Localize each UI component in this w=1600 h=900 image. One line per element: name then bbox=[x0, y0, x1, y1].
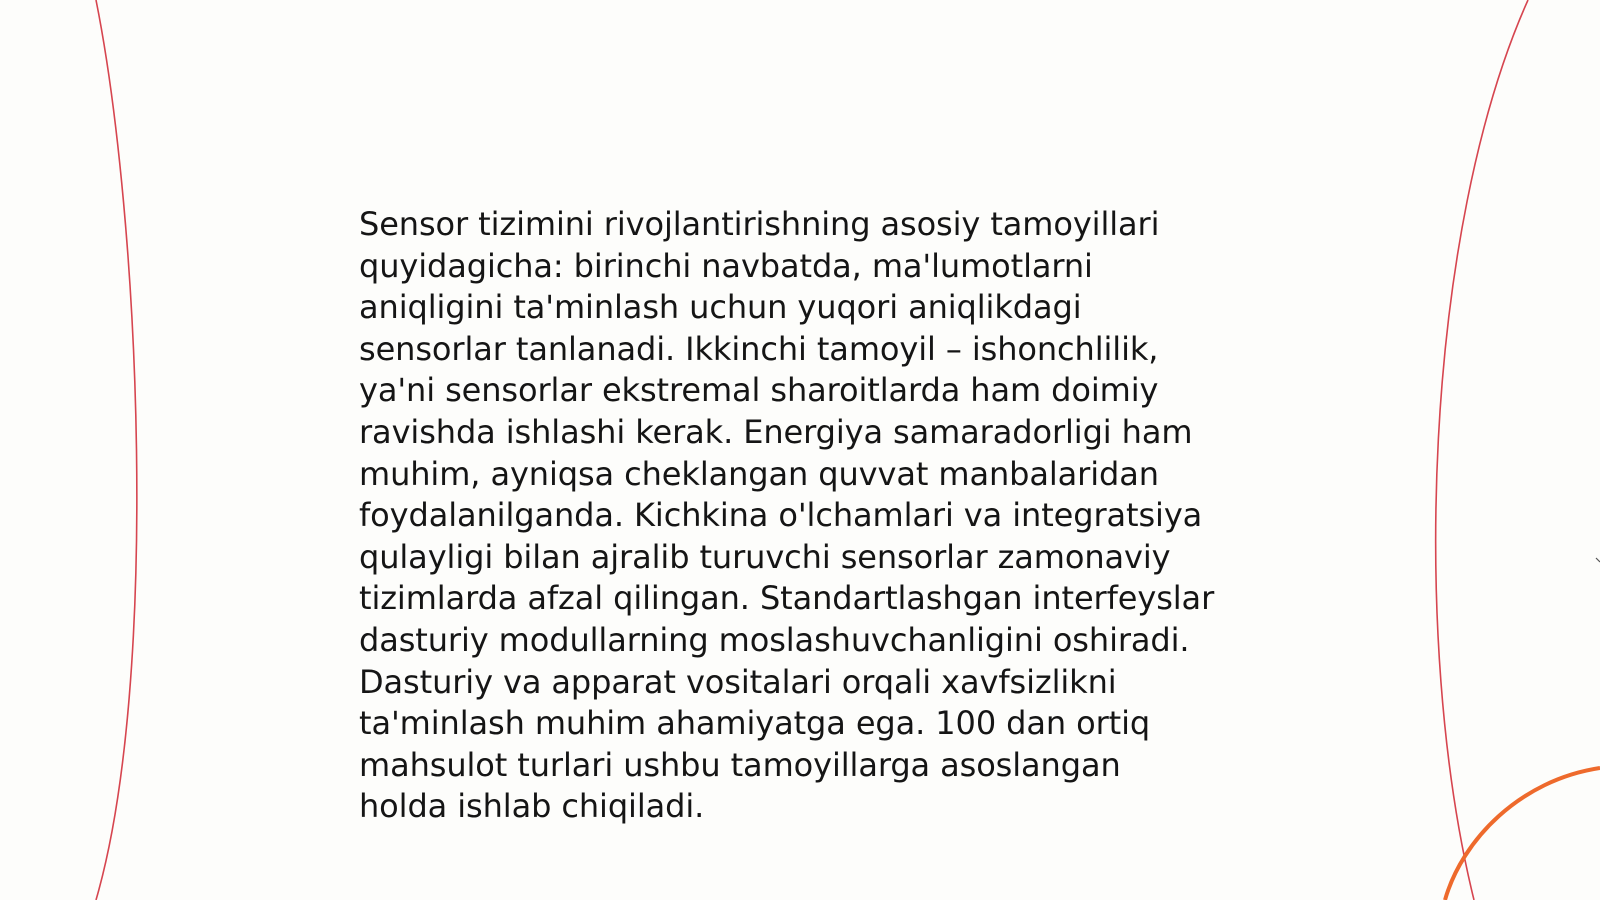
slide-body-paragraph bbox=[359, 204, 1239, 828]
paragraph-line: foydalanilganda. Kichkina o'lchamlari va integratsiya bbox=[359, 496, 1203, 535]
paragraph-line: ta'minlash muhim ahamiyatga ega. 100 dan ortiq bbox=[359, 704, 1151, 743]
left-curve-line bbox=[96, 0, 137, 900]
edge-tick-mark bbox=[1596, 558, 1600, 562]
paragraph-line: ya'ni sensorlar ekstremal sharoitlarda ham doimiy bbox=[359, 371, 1159, 410]
paragraph-line: qulayligi bilan ajralib turuvchi sensorlar zamonaviy bbox=[359, 537, 1171, 576]
paragraph-line: muhim, ayniqsa cheklangan quvvat manbalaridan bbox=[359, 454, 1159, 493]
right-curve-line bbox=[1436, 0, 1528, 900]
orange-accent-arc bbox=[1445, 768, 1600, 900]
paragraph-line: aniqligini ta'minlash uchun yuqori aniqlikdagi bbox=[359, 288, 1082, 327]
paragraph-line: Sensor tizimini rivojlantirishning asosiy tamoyillari bbox=[359, 205, 1160, 243]
paragraph-line: holda ishlab chiqiladi. bbox=[359, 787, 705, 826]
paragraph-line: dasturiy modullarning moslashuvchanligini oshiradi. bbox=[359, 620, 1190, 659]
paragraph-line: sensorlar tanlanadi. Ikkinchi tamoyil – ishonchlilik, bbox=[359, 329, 1159, 368]
paragraph-line: tizimlarda afzal qilingan. Standartlashgan interfeyslar bbox=[359, 579, 1215, 618]
paragraph-line: mahsulot turlari ushbu tamoyillarga asoslangan bbox=[359, 745, 1121, 784]
paragraph-line: Dasturiy va apparat vositalari orqali xavfsizlikni bbox=[359, 662, 1117, 701]
paragraph-line: quyidagicha: birinchi navbatda, ma'lumotlarni bbox=[359, 246, 1093, 285]
paragraph-line: ravishda ishlashi kerak. Energiya samaradorligi ham bbox=[359, 412, 1193, 451]
